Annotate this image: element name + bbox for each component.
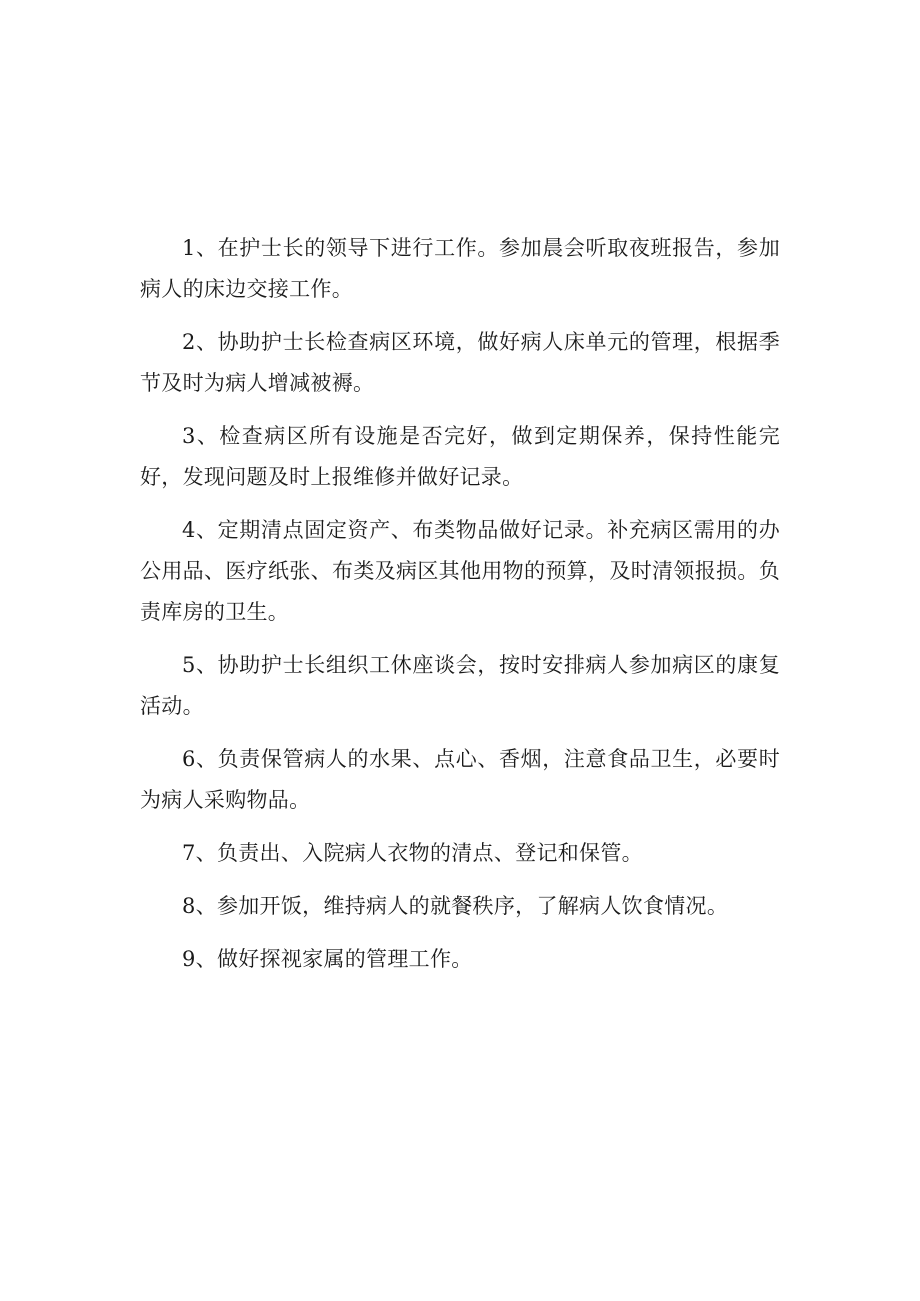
duty-item-5: 5、协助护士长组织工休座谈会，按时安排病人参加病区的康复活动。 [140,653,780,718]
duty-item-6: 6、负责保管病人的水果、点心、香烟，注意食品卫生，必要时为病人采购物品。 [140,747,780,812]
duty-item-9: 9、做好探视家属的管理工作。 [182,947,473,971]
duty-item-4: 4、定期清点固定资产、布类物品做好记录。补充病区需用的办公用品、医疗纸张、布类及病区其他用物的预算，及时清领报损。负责库房的卫生。 [140,518,780,624]
duty-item-2: 2、协助护士长检查病区环境，做好病人床单元的管理，根据季节及时为病人增减被褥。 [140,330,780,395]
duty-item-8: 8、参加开饭，维持病人的就餐秩序，了解病人饮食情况。 [182,894,729,918]
duty-item-1: 1、在护士长的领导下进行工作。参加晨会听取夜班报告，参加病人的床边交接工作。 [140,236,780,301]
duty-item-7: 7、负责出、入院病人衣物的清点、登记和保管。 [182,841,643,865]
duty-item-3: 3、检查病区所有设施是否完好，做到定期保养，保持性能完好，发现问题及时上报维修并做好记录。 [140,424,780,489]
document-body [140,228,780,992]
